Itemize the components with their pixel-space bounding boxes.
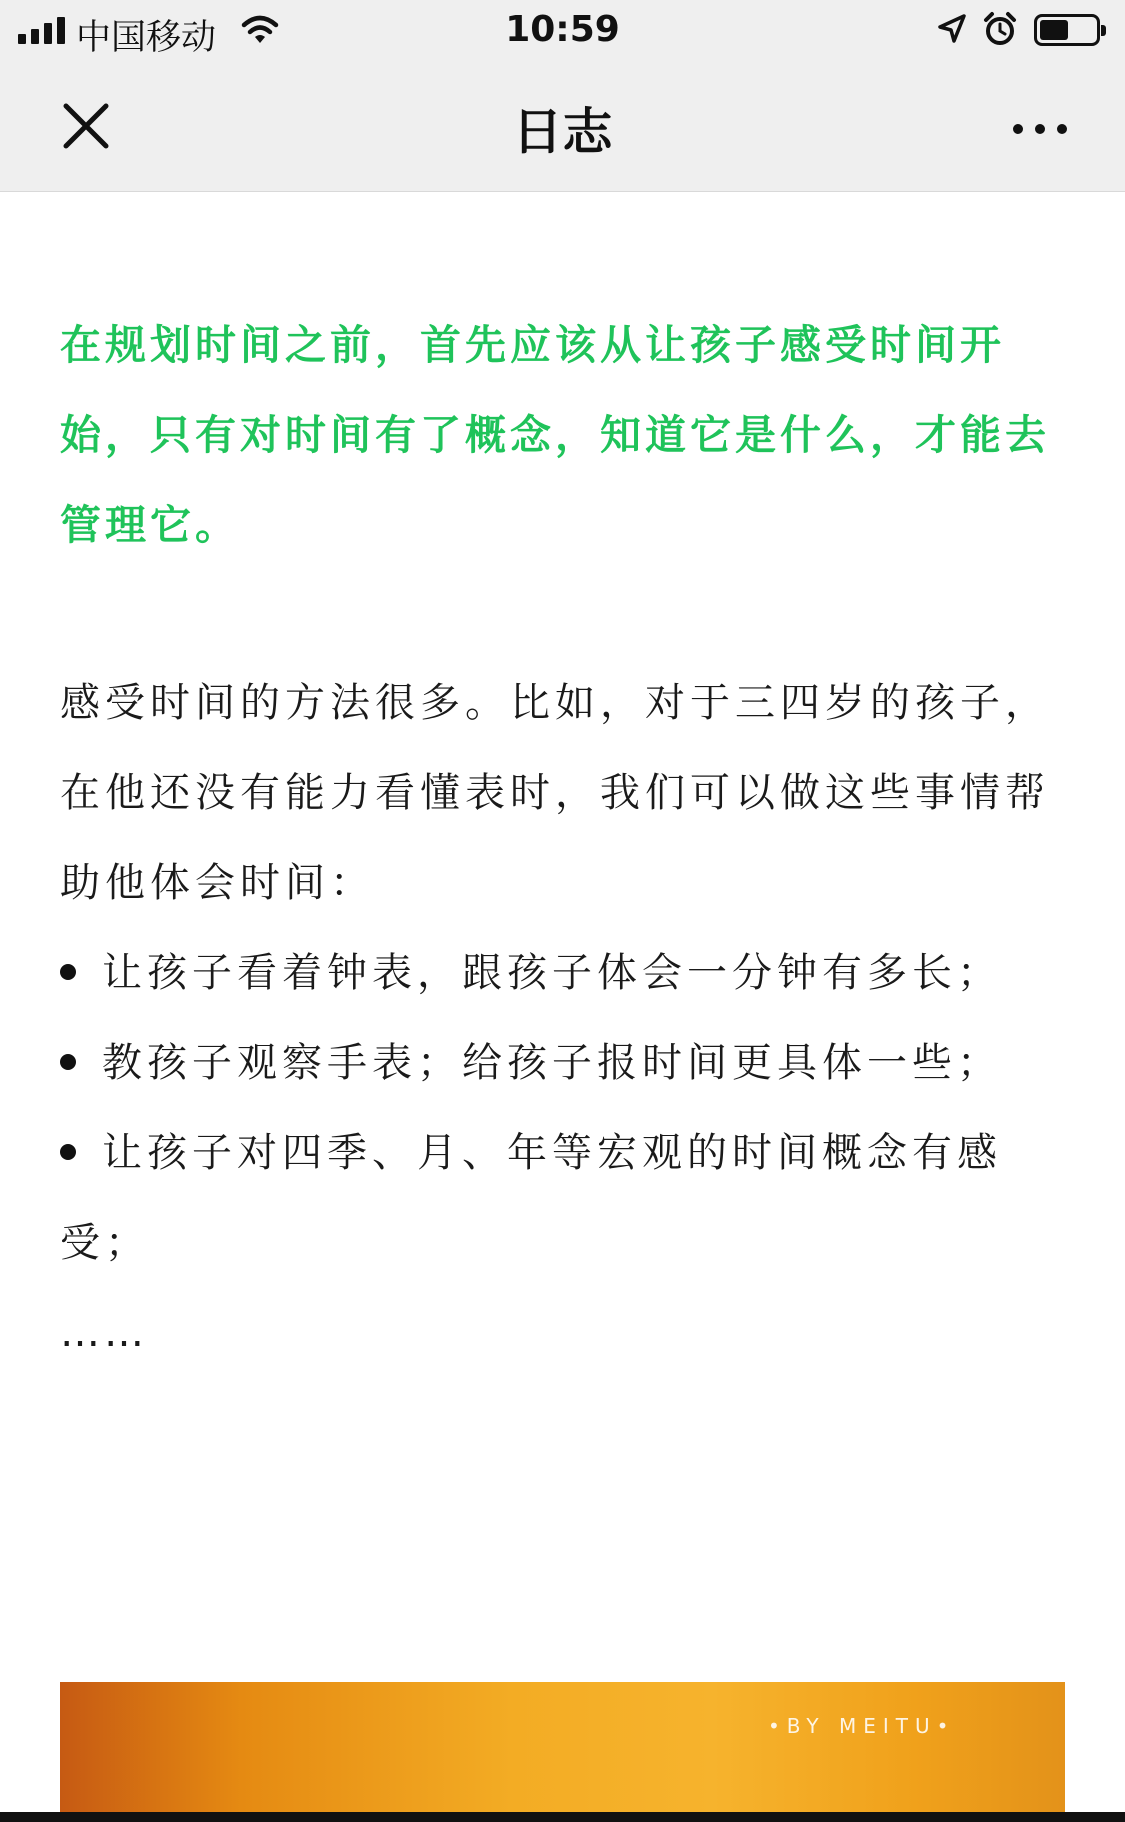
status-bar — [0, 0, 1125, 62]
list-item — [60, 1018, 1065, 1108]
list-item-text: 让孩子看着钟表，跟孩子体会一分钟有多长； — [102, 950, 1002, 996]
page-title: 日志 — [512, 103, 613, 161]
image-watermark: •BY MEITU• — [768, 1714, 956, 1738]
status-time: 10:59 — [505, 9, 620, 50]
bullet-dot-icon — [60, 964, 76, 980]
list-item — [60, 928, 1065, 1018]
intro-paragraph: 感受时间的方法很多。比如，对于三四岁的孩子，在他还没有能力看懂表时，我们可以做这些事情帮助他体会时间： — [60, 680, 1050, 906]
article-body — [60, 300, 1065, 1378]
bottom-edge — [0, 1812, 1125, 1822]
more-icon[interactable] — [1010, 114, 1070, 144]
tips-list — [60, 928, 1065, 1288]
list-item-text: 教孩子观察手表；给孩子报时间更具体一些； — [102, 1040, 1002, 1086]
ellipsis-text: …… — [60, 1310, 148, 1356]
bullet-dot-icon — [60, 1054, 76, 1070]
lead-paragraph: 在规划时间之前，首先应该从让孩子感受时间开始，只有对时间有了概念，知道它是什么，才能去管理它。 — [60, 321, 1050, 549]
location-arrow-icon — [936, 13, 968, 45]
list-item — [60, 1108, 1065, 1288]
battery-icon — [1034, 14, 1100, 46]
carrier-label: 中国移动 — [76, 18, 217, 58]
nav-bar — [0, 62, 1125, 192]
close-icon[interactable] — [56, 96, 116, 156]
article-image — [60, 1682, 1065, 1822]
alarm-clock-icon — [982, 11, 1018, 47]
list-item-text: 让孩子对四季、月、年等宏观的时间概念有感受； — [60, 1130, 1002, 1266]
bullet-dot-icon — [60, 1144, 76, 1160]
